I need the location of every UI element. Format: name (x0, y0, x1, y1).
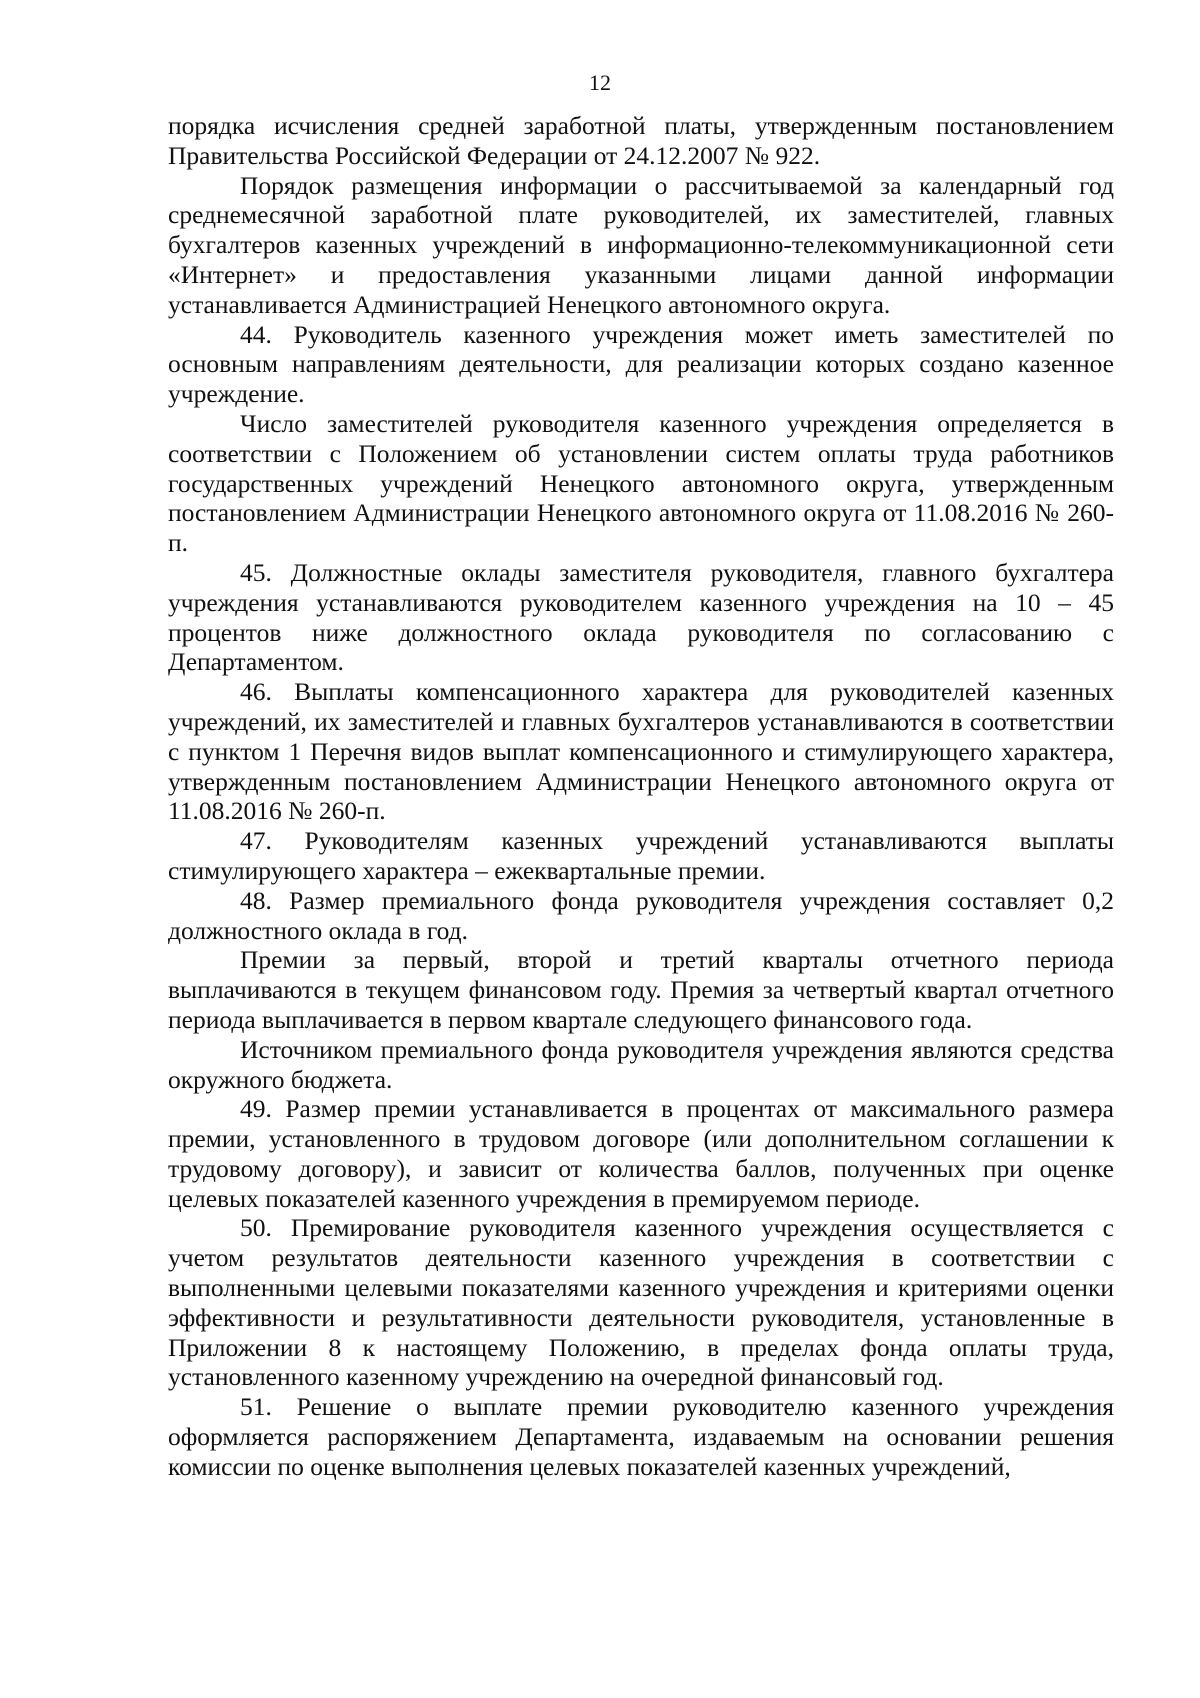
paragraph-45: 45. Должностные оклады заместителя руководителя, главного бухгалтера учреждения устанавливаются руководителем казенного учреждения на 10 – 45 процентов ниже должностного оклада руководителя по согласованию с Департаментом. (168, 557, 1114, 677)
page-number: 12 (589, 70, 611, 95)
paragraph-info-placement: Порядок размещения информации о рассчитываемой за календарный год среднемесячной заработной плате руководителей, их заместителей, главных бухгалтеров казенных учреждений в информационно-телекоммуникационной сети «Интернет» и предоставления указанными лицами данной информации устанавливается Администрацией Ненецкого автономного округа. (168, 170, 1114, 319)
paragraph-quarterly-bonuses: Премии за первый, второй и третий кварталы отчетного периода выплачиваются в текущем финансовом году. Премия за четвертый квартал отчетного периода выплачивается в первом квартале следующего финансового года. (168, 945, 1114, 1034)
paragraph-50: 50. Премирование руководителя казенного учреждения осуществляется с учетом результатов деятельности казенного учреждения в соответствии с выполненными целевыми показателями казенного учреждения и критериями оценки эффективности и результативности деятельности руководителя, установленные в Приложении 8 к настоящему Положению, в пределах фонда оплаты труда, установленного казенному учреждению на очередной финансовый год. (168, 1213, 1114, 1392)
paragraph-deputies-count: Число заместителей руководителя казенного учреждения определяется в соответствии с Положением об установлении систем оплаты труда работников государственных учреждений Ненецкого автономного округа, утвержденным постановлением Администрации Ненецкого автономного округа от 11.08.2016 № 260-п. (168, 408, 1114, 558)
paragraph-44: 44. Руководитель казенного учреждения может иметь заместителей по основным направлениям деятельности, для реализации которых создано казенное учреждение. (168, 319, 1114, 409)
paragraph-47: 47. Руководителям казенных учреждений устанавливаются выплаты стимулирующего характера – ежеквартальные премии. (168, 826, 1114, 885)
paragraph-49: 49. Размер премии устанавливается в процентах от максимального размера премии, установленного в трудовом договоре (или дополнительном соглашении к трудовому договору), и зависит от количества баллов, полученных при оценке целевых показателей казенного учреждения в премируемом периоде. (168, 1094, 1114, 1213)
paragraph-51: 51. Решение о выплате премии руководителю казенного учреждения оформляется распоряжением Департамента, издаваемым на основании решения комиссии по оценке выполнения целевых показателей казенных учреждений, (168, 1392, 1114, 1481)
paragraph-48: 48. Размер премиального фонда руководителя учреждения составляет 0,2 должностного оклада в год. (168, 885, 1114, 945)
paragraph-bonus-source: Источником премиального фонда руководителя учреждения являются средства окружного бюджета. (168, 1034, 1114, 1094)
paragraph-46: 46. Выплаты компенсационного характера для руководителей казенных учреждений, их заместителей и главных бухгалтеров устанавливаются в соответствии с пунктом 1 Перечня видов выплат компенсационного и стимулирующего характера, утвержденным постановлением Администрации Ненецкого автономного округа от 11.08.2016 № 260-п. (168, 677, 1114, 826)
paragraph-continuation: порядка исчисления средней заработной платы, утвержденным постановлением Правительства Российской Федерации от 24.12.2007 № 922. (168, 111, 1114, 170)
document-body (168, 111, 1114, 1482)
